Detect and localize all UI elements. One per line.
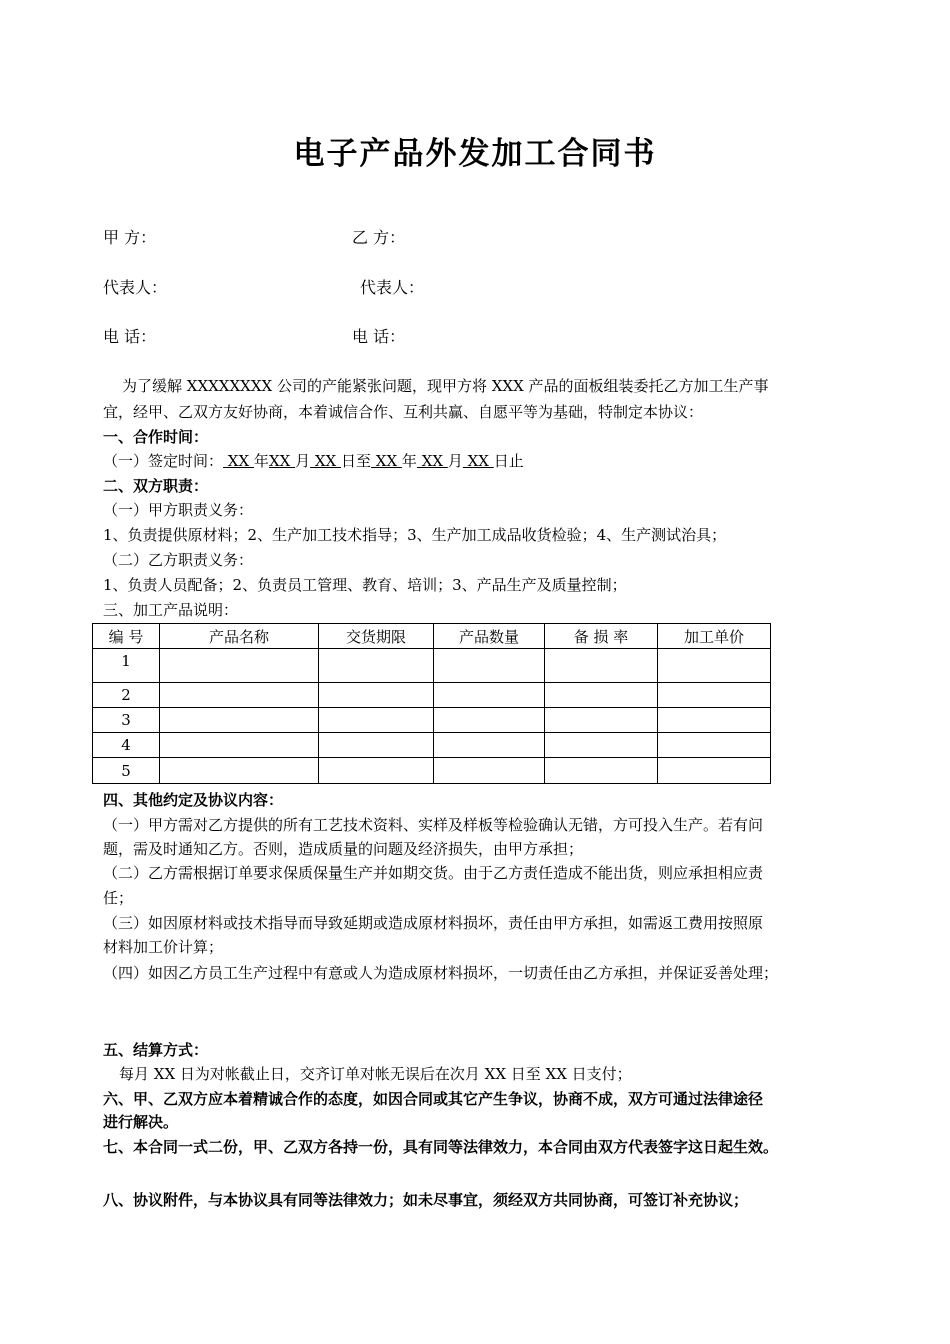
period-text: 年 (401, 452, 417, 470)
end-day: XX (462, 452, 494, 470)
settlement-text: 每月 XX 日为对帐截止日，交齐订单对帐无误后在次月 XX 日至 XX 日支付； (119, 1065, 632, 1083)
table-row (93, 758, 771, 784)
duty-list: 1、负责人员配备；2、负责员工管理、教育、培训；3、产品生产及质量控制； (103, 576, 627, 594)
clause-line: 材料加工价计算； (103, 938, 224, 956)
clause-line: 六、甲、乙双方应本着精诚合作的态度，如因合同或其它产生争议，协商不成，双方可通过法律途径 (103, 1090, 764, 1108)
table-cell (319, 649, 434, 683)
party-a-phone-label: 电 话： (103, 327, 157, 346)
sub-heading: （一）甲方职责义务： (103, 501, 254, 519)
clause-line: 进行解决。 (103, 1113, 179, 1131)
table-cell (319, 683, 434, 708)
table-cell (160, 758, 319, 784)
table-cell (658, 733, 771, 758)
intro-line: 为了缓解 XXXXXXXX 公司的产能紧张问题，现甲方将 XXX 产品的面板组装委托乙方加工生产事 (122, 377, 769, 395)
row-number: 2 (93, 683, 160, 708)
table-cell (160, 683, 319, 708)
party-b-phone-label: 电 话： (352, 327, 406, 346)
start-day: XX (310, 452, 341, 470)
party-a-label: 甲 方： (103, 228, 157, 247)
column-header: 加工单价 (658, 624, 771, 649)
clause-line: （三）如因原材料或技术指导而导致延期或造成原材料损坏，责任由甲方承担，如需返工费用按照原 (103, 914, 764, 932)
table-cell (545, 683, 658, 708)
period-text: 日止 (493, 452, 524, 470)
table-cell (545, 708, 658, 733)
table-row (93, 683, 771, 708)
clause-line: 七、本合同一式二份，甲、乙双方各持一份，具有同等法律效力，本合同由双方代表签字这日起生效。 (103, 1138, 779, 1156)
party-b-label: 乙 方： (352, 228, 406, 247)
table-row (93, 649, 771, 683)
clause-line: （二）乙方需根据订单要求保质保量生产并如期交货。由于乙方责任造成不能出货，则应承担相应责 (103, 864, 764, 882)
start-year: XX (223, 452, 254, 470)
clause-line: （四）如因乙方员工生产过程中有意或人为造成原材料损坏，一切责任由乙方承担，并保证妥善处理； (103, 964, 779, 982)
table-cell (545, 649, 658, 683)
table-cell (658, 708, 771, 733)
period-text: 年 (253, 452, 269, 470)
column-header: 编 号 (93, 624, 160, 649)
start-month: XX (268, 452, 296, 470)
clause-line: 八、协议附件，与本协议具有同等法律效力；如未尽事宜，须经双方共同协商，可签订补充协议； (103, 1191, 749, 1209)
period-prefix: （一）签定时间： (103, 452, 224, 470)
column-header: 产品名称 (160, 624, 319, 649)
table-cell (434, 683, 545, 708)
row-number: 5 (93, 758, 160, 784)
table-row (93, 733, 771, 758)
party-b-rep-label: 代表人： (360, 278, 425, 297)
clause-line: 任； (103, 889, 134, 907)
table-cell (434, 708, 545, 733)
clause-line: 题，需及时通知乙方。否则，造成质量的问题及经济损失，由甲方承担； (103, 840, 584, 858)
column-header: 交货期限 (319, 624, 434, 649)
end-month: XX (416, 452, 448, 470)
row-number: 4 (93, 733, 160, 758)
contract-period (103, 451, 524, 471)
column-header: 产品数量 (434, 624, 545, 649)
row-number: 3 (93, 708, 160, 733)
section-heading: 二、双方职责： (103, 477, 209, 495)
table-cell (545, 733, 658, 758)
section-heading: 四、其他约定及协议内容： (103, 791, 284, 809)
end-year: XX (371, 452, 402, 470)
party-a-rep-label: 代表人： (103, 278, 168, 297)
table-cell (160, 708, 319, 733)
column-header: 备 损 率 (545, 624, 658, 649)
table-cell (434, 758, 545, 784)
table-row (93, 708, 771, 733)
section-heading: 一、合作时间： (103, 428, 209, 446)
intro-line: 宜，经甲、乙双方友好协商，本着诚信合作、互利共赢、自愿平等为基础，特制定本协议： (103, 403, 704, 421)
table-cell (658, 649, 771, 683)
sub-heading: （二）乙方职责义务： (103, 551, 254, 569)
period-text: 月 (447, 452, 463, 470)
row-number: 1 (93, 649, 160, 683)
table-cell (658, 758, 771, 784)
table-cell (434, 733, 545, 758)
product-table (92, 623, 771, 784)
table-cell (319, 758, 434, 784)
table-cell (658, 683, 771, 708)
table-cell (319, 708, 434, 733)
table-cell (319, 733, 434, 758)
clause-line: （一）甲方需对乙方提供的所有工艺技术资料、实样及样板等检验确认无错，方可投入生产。若有问 (103, 816, 764, 834)
table-cell (545, 758, 658, 784)
duty-list: 1、负责提供原材料；2、生产加工技术指导；3、生产加工成品收货检验；4、生产测试治具； (103, 526, 727, 544)
period-text: 月 (295, 452, 311, 470)
table-cell (160, 649, 319, 683)
table-cell (434, 649, 545, 683)
period-text: 日至 (341, 452, 372, 470)
table-header-row (93, 624, 771, 649)
section-heading: 五、结算方式： (103, 1041, 209, 1059)
page-title: 电子产品外发加工合同书 (293, 136, 657, 172)
section-heading: 三、加工产品说明： (103, 601, 239, 619)
table-cell (160, 733, 319, 758)
